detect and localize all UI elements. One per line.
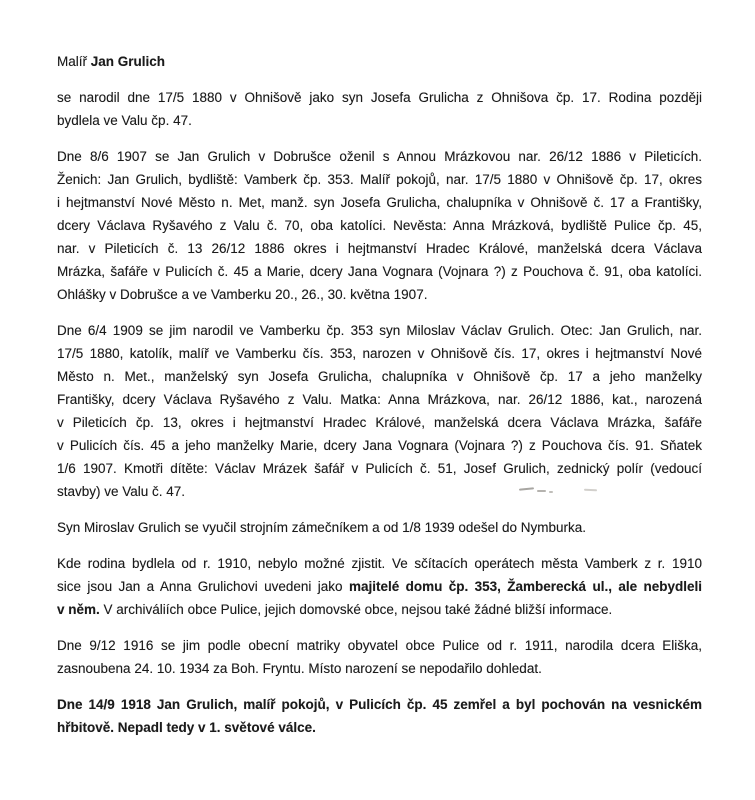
body-text: Ženich: Jan Grulich, bydliště: Vamberk čp. 353. Malíř pokojů, nar. 17/5 1880 v Ohnišově čp. 17, okres — [57, 172, 702, 187]
text-line — [57, 575, 702, 598]
bold-text: majitelé domu čp. 353, Žamberecká ul., ale nebydleli — [348, 579, 702, 594]
body-text: nar. v Pileticích č. 13 26/12 1886 okres i hejtmanství Hradec Králové, manželská dcera Václava — [57, 241, 702, 256]
pencil-scribble — [549, 491, 553, 493]
document-title — [57, 50, 702, 73]
body-text: i hejtmanství Nové Město n. Met, manž. syn Josefa Grulicha, chalupníka v Ohnišově č. 17 a Františky, — [57, 195, 702, 210]
body-text: dcery Václava Ryšavého z Valu č. 70, oba katolíci. Nevěsta: Anna Mrázková, bydliště Pulice čp. 45, — [57, 218, 702, 233]
text-line — [57, 516, 702, 539]
text-line — [57, 342, 702, 365]
body-text: Dne 6/4 1909 se jim narodil ve Vamberku čp. 353 syn Miloslav Václav Grulich. Otec: Jan Grulich, nar. — [57, 323, 702, 338]
body-text: Syn Miroslav Grulich se vyučil strojním zámečníkem a od 1/8 1939 odešel do Nymburka. — [57, 520, 586, 535]
body-text: Mrázka, šafáře v Pulicích č. 45 a Marie, dcery Jana Vognara (Vojnara ?) z Pouchova č. 91, oba katolíci. — [57, 264, 702, 279]
text-line — [57, 237, 702, 260]
text-line — [57, 552, 702, 575]
paragraph-4 — [57, 516, 702, 539]
body-text: Dne 9/12 1916 se jim podle obecní matriky obyvatel obce Pulice od r. 1911, narodila dcera Eliška, — [57, 638, 702, 653]
body-text: bydlela ve Valu čp. 47. — [57, 113, 192, 128]
paragraph-7 — [57, 693, 702, 739]
text-line — [57, 145, 702, 168]
paragraph-5 — [57, 552, 702, 621]
bold-text: hřbitově. Nepadl tedy v 1. světové válce. — [57, 720, 316, 735]
text-line — [57, 693, 702, 716]
body-text: stavby) ve Valu č. 47. — [57, 484, 186, 499]
text-line — [57, 411, 702, 434]
text-line — [57, 319, 702, 342]
pencil-scribble — [537, 490, 546, 492]
title-person-name: Jan Grulich — [90, 54, 166, 69]
text-line — [57, 716, 702, 739]
text-line — [57, 365, 702, 388]
body-text: Dne 8/6 1907 se Jan Grulich v Dobrušce oženil s Annou Mrázkovou nar. 26/12 1886 v Pileticích. — [57, 149, 702, 164]
text-line — [57, 634, 702, 657]
paragraph-1 — [57, 86, 702, 132]
text-line — [57, 657, 702, 680]
text-line — [57, 86, 702, 109]
body-text: Město n. Met., manželský syn Josefa Grulicha, chalupníka v Ohnišově čp. 17 a jeho manželky — [57, 369, 702, 384]
title-prefix: Malíř — [57, 54, 91, 69]
body-text: Ohlášky v Dobrušce a ve Vamberku 20., 26., 30. května 1907. — [57, 287, 428, 302]
body-text: Františky, dcery Václava Ryšavého z Valu. Matka: Anna Mrázkova, nar. 26/12 1886, kat., narozená — [57, 392, 702, 407]
body-text: Kde rodina bydlela od r. 1910, nebylo možné zjistit. Ve sčítacích operátech města Vamberk z r. 1910 — [57, 556, 702, 571]
text-line — [57, 168, 702, 191]
body-text: zasnoubena 24. 10. 1934 za Boh. Fryntu. Místo narození se nepodařilo dohledat. — [57, 661, 542, 676]
document-body — [57, 86, 702, 739]
body-text: V archiváliích obce Pulice, jejich domovské obce, nejsou také žádné bližší informace. — [99, 602, 613, 617]
text-line — [57, 191, 702, 214]
text-line — [57, 480, 702, 503]
paragraph-6 — [57, 634, 702, 680]
text-line — [57, 388, 702, 411]
paragraph-3 — [57, 319, 702, 503]
text-line — [57, 214, 702, 237]
text-line — [57, 457, 702, 480]
bold-text: Dne 14/9 1918 Jan Grulich, malíř pokojů, v Pulicích čp. 45 zemřel a byl pochován na vesnickém — [57, 697, 702, 712]
text-line — [57, 283, 702, 306]
body-text: 17/5 1880, katolík, malíř ve Vamberku čís. 353, narozen v Ohnišově čís. 17, okres i hejtmanství Nové — [57, 346, 702, 361]
body-text: v Pileticích čp. 13, okres i hejtmanství Hradec Králové, manželská dcera Václava Mrázka, šafáře — [57, 415, 702, 430]
text-line — [57, 434, 702, 457]
text-line — [57, 109, 702, 132]
body-text: 1/6 1907. Kmotři dítěte: Václav Mrázek šafář v Pulicích č. 51, Josef Grulich, zednický polír (vedoucí — [57, 461, 702, 476]
bold-text: v něm. — [57, 602, 100, 617]
body-text: se narodil dne 17/5 1880 v Ohnišově jako syn Josefa Grulicha z Ohnišova čp. 17. Rodina později — [57, 90, 702, 105]
body-text: v Pulicích čís. 45 a jeho manželky Marie, dcery Jana Vognara (Vojnara ?) z Pouchova čís. 91. Sňatek — [57, 438, 702, 453]
text-line — [57, 598, 702, 621]
body-text: sice jsou Jan a Anna Grulichovi uvedeni jako — [57, 579, 349, 594]
document-body-wrapper — [57, 50, 702, 752]
paragraph-2 — [57, 145, 702, 306]
text-line — [57, 260, 702, 283]
